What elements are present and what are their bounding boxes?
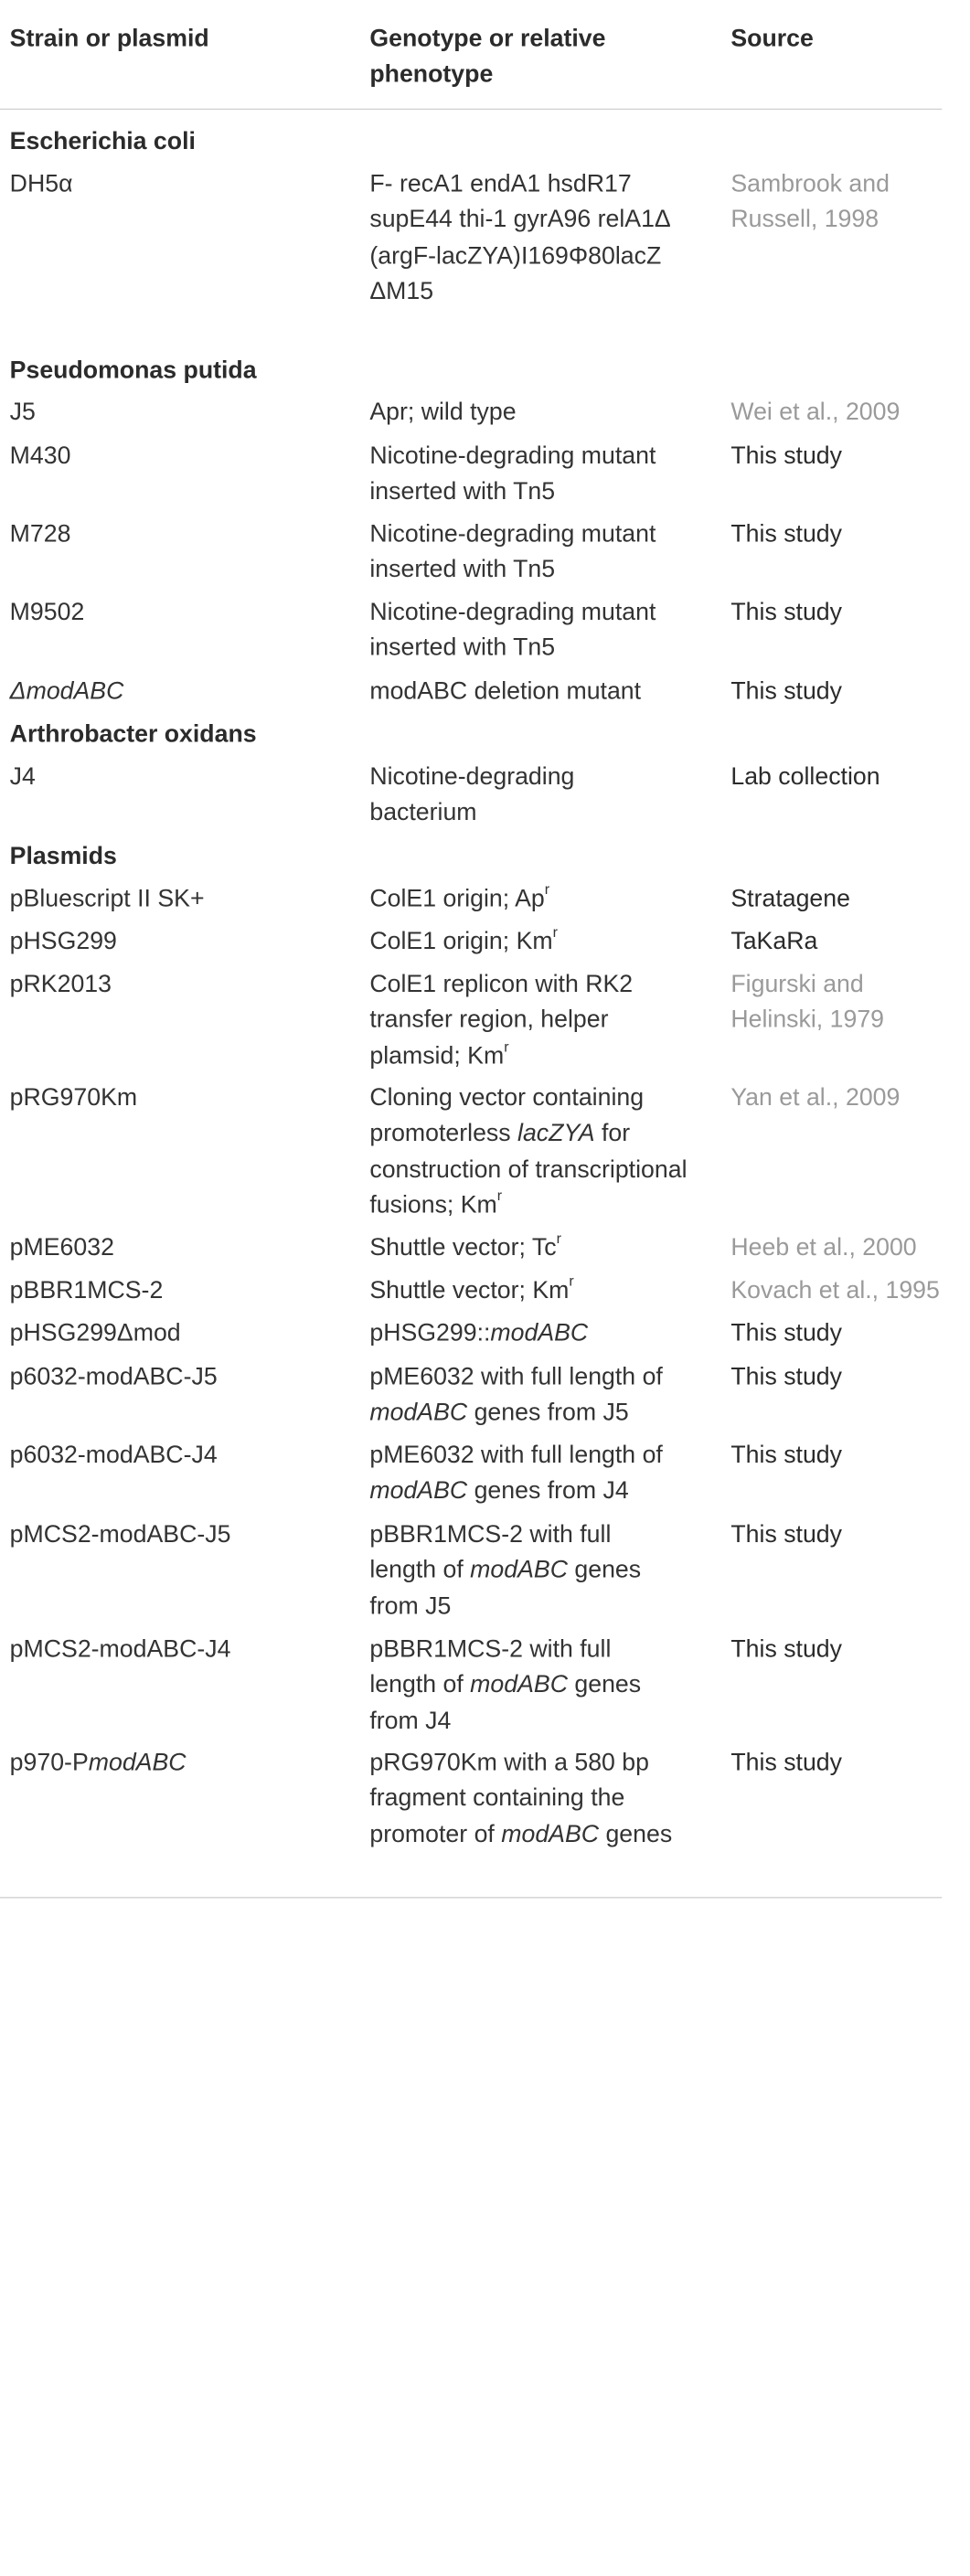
strain-name: pHSG299Δmod <box>9 1319 181 1347</box>
source: This study <box>730 1363 843 1391</box>
genotype: pBBR1MCS-2 with full length of modABC genes from J4 <box>369 1635 642 1735</box>
source: This study <box>730 1521 843 1549</box>
source: This study <box>730 520 843 548</box>
header-strain: Strain or plasmid <box>9 26 209 53</box>
source: This study <box>730 442 843 470</box>
source: Wei et al., 2009 <box>730 399 901 426</box>
bottom-rule <box>0 1897 942 1898</box>
genotype: Shuttle vector; Km$^r$ <box>369 1272 574 1304</box>
strain-name: pRK2013 <box>9 971 112 998</box>
strain-name: pHSG299 <box>9 928 117 955</box>
table-header <box>0 22 942 110</box>
header-genotype: Genotype or relative phenotype <box>369 26 606 89</box>
genotype: Apr; wild type <box>369 399 517 426</box>
genotype: Nicotine-degrading mutant inserted with Tn5 <box>369 599 656 662</box>
strain-name: pBBR1MCS-2 <box>9 1277 164 1304</box>
source: This study <box>730 1442 843 1469</box>
strain-name: pRG970Km <box>9 1084 138 1112</box>
genotype: ColE1 origin; Ap$^r$ <box>369 880 550 913</box>
source: This study <box>730 1635 843 1663</box>
header-source: Source <box>730 26 814 53</box>
section-title: Pseudomonas putida <box>9 357 257 385</box>
genotype: pBBR1MCS-2 with full length of modABC genes from J5 <box>369 1521 642 1620</box>
genotype: F- recA1 endA1 hsdR17 supE44 thi-1 gyrA96 relA1Δ (argF-lacZYA)I169Φ80lacZ ΔM15 <box>369 170 670 305</box>
genotype: pME6032 with full length of modABC genes from J5 <box>369 1363 663 1427</box>
strain-name: p6032-modABC-J4 <box>9 1442 218 1469</box>
strain-name: p6032-modABC-J5 <box>9 1363 218 1391</box>
source: Yan et al., 2009 <box>730 1084 901 1112</box>
header-rule <box>0 109 942 110</box>
genotype: Shuttle vector; Tc$^r$ <box>369 1229 561 1261</box>
strain-name: M430 <box>9 442 71 470</box>
source: Stratagene <box>730 885 850 913</box>
genotype: ColE1 origin; Km$^r$ <box>369 923 558 955</box>
strain-name: pME6032 <box>9 1234 114 1261</box>
source: Sambrook and Russell, 1998 <box>730 170 890 234</box>
genotype: pHSG299::modABC <box>369 1319 589 1347</box>
source: TaKaRa <box>730 928 818 955</box>
source: Heeb et al., 2000 <box>730 1234 917 1261</box>
genotype: pRG970Km with a 580 bp fragment containing the promoter of modABC genes <box>369 1749 673 1848</box>
source: This study <box>730 677 843 706</box>
source: This study <box>730 1749 843 1777</box>
genotype: Cloning vector containing promoterless lacZYA for construction of transcriptional fusions; Km$^r$ <box>369 1084 688 1219</box>
strain-name: pMCS2-modABC-J4 <box>9 1635 231 1663</box>
genotype: Nicotine-degrading mutant inserted with Tn5 <box>369 442 656 506</box>
section-title: Arthrobacter oxidans <box>9 720 257 749</box>
source: This study <box>730 599 843 626</box>
source: This study <box>730 1319 843 1347</box>
source: Kovach et al., 1995 <box>730 1277 940 1304</box>
genotype: Nicotine-degrading mutant inserted with Tn5 <box>369 520 656 584</box>
genotype: Nicotine-degrading bacterium <box>369 763 575 826</box>
strain-name: M9502 <box>9 599 85 626</box>
strain-name: J4 <box>9 763 36 791</box>
strain-name: J5 <box>9 399 36 426</box>
source: Lab collection <box>730 763 880 791</box>
strain-name: pMCS2-modABC-J5 <box>9 1521 231 1549</box>
strain-name: p970-PmodABC <box>9 1749 187 1777</box>
section-title: Escherichia coli <box>9 128 196 155</box>
source: Figurski and Helinski, 1979 <box>730 971 885 1034</box>
strain-name: M728 <box>9 520 71 548</box>
genotype: pME6032 with full length of modABC genes from J4 <box>369 1442 663 1505</box>
genotype: modABC deletion mutant <box>369 677 642 706</box>
strain-name: pBluescript II SK+ <box>9 885 205 913</box>
strain-name: ΔmodABC <box>9 677 124 706</box>
genotype: ColE1 replicon with RK2 transfer region, helper plamsid; Km$^r$ <box>369 971 634 1070</box>
strain-name: DH5α <box>9 170 73 198</box>
section-title: Plasmids <box>9 843 117 870</box>
